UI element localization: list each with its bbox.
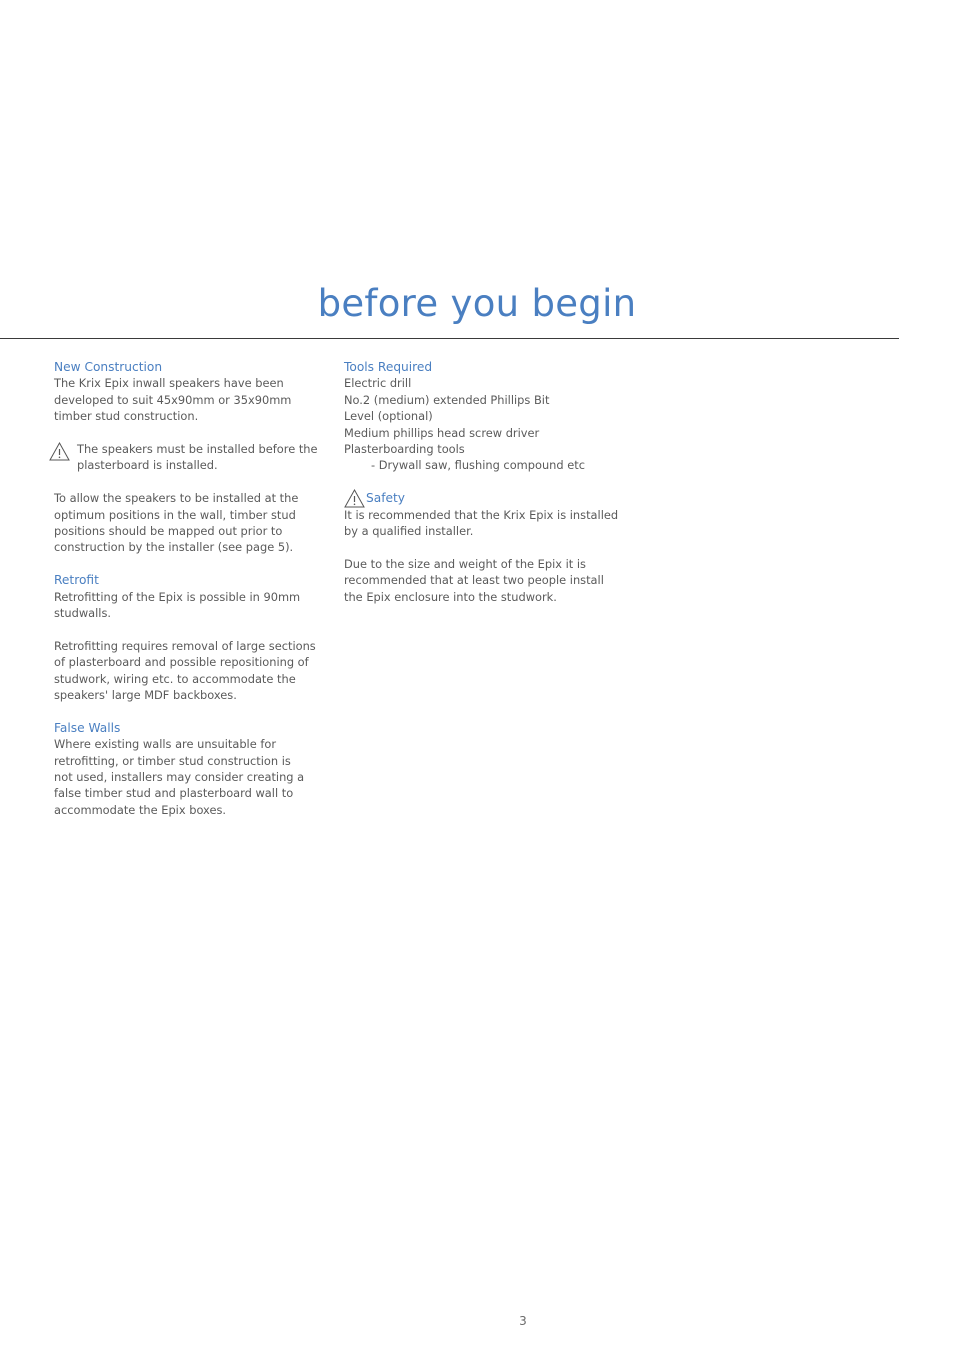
tools-heading: Tools Required bbox=[344, 360, 433, 374]
new-construction-line: The Krix Epix inwall speakers have been bbox=[54, 376, 284, 391]
page-title: before you begin bbox=[317, 282, 637, 325]
positions-line: construction by the installer (see page 5). bbox=[54, 540, 294, 555]
safety-line: Due to the size and weight of the Epix it is bbox=[344, 556, 586, 571]
false-walls-line: retrofitting, or timber stud construction is bbox=[54, 753, 291, 768]
tool-item: No.2 (medium) extended Phillips Bit bbox=[344, 392, 550, 407]
tool-item: Level (optional) bbox=[344, 409, 433, 424]
page-number: 3 bbox=[519, 1314, 527, 1328]
retrofit-line: Retrofitting of the Epix is possible in 90mm bbox=[54, 589, 301, 604]
new-construction-heading: New Construction bbox=[54, 360, 163, 374]
new-construction-line: developed to suit 45x90mm or 35x90mm bbox=[54, 392, 292, 407]
safety-heading-row bbox=[344, 490, 619, 506]
retrofit-line: studwalls. bbox=[54, 606, 112, 621]
tool-item: Medium phillips head screw driver bbox=[344, 425, 540, 440]
warning-triangle-icon bbox=[49, 442, 70, 461]
tool-item: Electric drill bbox=[344, 376, 412, 391]
warning-line: The speakers must be installed before the bbox=[77, 442, 318, 457]
false-walls-line: not used, installers may consider creating a bbox=[54, 770, 305, 785]
false-walls-line: Where existing walls are unsuitable for bbox=[54, 737, 277, 752]
tool-sub-item: - Drywall saw, flushing compound etc bbox=[371, 458, 585, 473]
left-column bbox=[54, 359, 319, 818]
positions-line: To allow the speakers to be installed at the bbox=[54, 491, 299, 506]
safety-line: recommended that at least two people install bbox=[344, 573, 604, 588]
title-divider bbox=[0, 338, 899, 339]
retrofit-line: studwork, wiring etc. to accommodate the bbox=[54, 671, 296, 686]
false-walls-heading: False Walls bbox=[54, 720, 121, 735]
retrofit-heading: Retrofit bbox=[54, 573, 99, 588]
false-walls-line: false timber stud and plasterboard wall to bbox=[54, 786, 294, 801]
safety-line: It is recommended that the Krix Epix is installed bbox=[344, 507, 619, 522]
retrofit-line: of plasterboard and possible repositioning of bbox=[54, 655, 309, 670]
positions-line: optimum positions in the wall, timber stud bbox=[54, 507, 296, 522]
false-walls-line: accommodate the Epix boxes. bbox=[54, 802, 227, 817]
warning-triangle-icon bbox=[344, 489, 365, 508]
new-construction-line: timber stud construction. bbox=[54, 409, 199, 424]
warning-line: plasterboard is installed. bbox=[77, 458, 218, 473]
retrofit-line: speakers' large MDF backboxes. bbox=[54, 688, 237, 703]
right-column bbox=[344, 359, 619, 605]
installation-warning bbox=[54, 441, 319, 474]
retrofit-line: Retrofitting requires removal of large sections bbox=[54, 638, 316, 653]
safety-heading: Safety bbox=[366, 491, 405, 506]
safety-line: the Epix enclosure into the studwork. bbox=[344, 589, 557, 604]
safety-line: by a qualified installer. bbox=[344, 524, 474, 539]
tool-item: Plasterboarding tools bbox=[344, 442, 465, 457]
positions-line: positions should be mapped out prior to bbox=[54, 524, 283, 539]
